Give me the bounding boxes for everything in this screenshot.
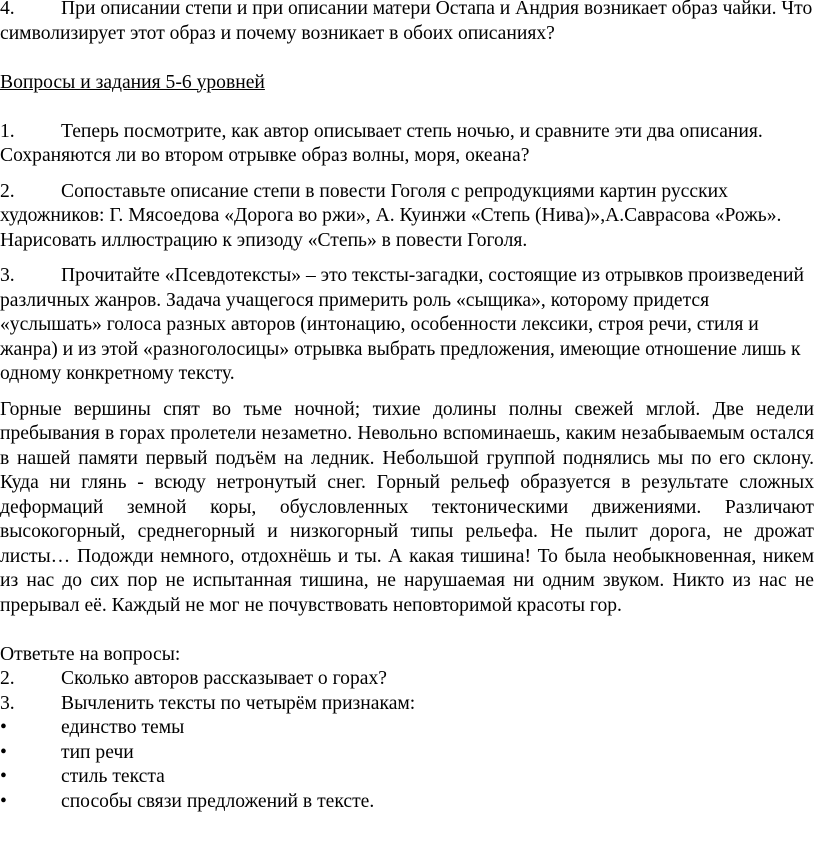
question-4 bbox=[0, 0, 814, 46]
question-row bbox=[0, 692, 814, 717]
criteria-text: способы связи предложений в тексте. bbox=[61, 790, 375, 812]
task-3 bbox=[0, 264, 814, 387]
criteria-item bbox=[0, 716, 814, 741]
question-number: 2. bbox=[0, 668, 15, 689]
task-2 bbox=[0, 180, 814, 254]
criteria-item bbox=[0, 741, 814, 766]
question-number: 3. bbox=[0, 692, 15, 714]
criteria-item bbox=[0, 790, 814, 815]
bullet-icon: • bbox=[0, 741, 7, 763]
task-1-text: Теперь посмотрите, как автор описывает степь ночью, и сравните эти два описания. Сохраняются ли во втором отрывке образ волны, моря, океана? bbox=[0, 120, 763, 166]
criteria-item bbox=[0, 765, 814, 790]
criteria-text: тип речи bbox=[61, 741, 134, 763]
section-heading-text: Вопросы и задания 5-6 уровней bbox=[0, 71, 265, 93]
bullet-icon: • bbox=[0, 766, 7, 787]
question-text: Вычленить тексты по четырём признакам: bbox=[61, 692, 416, 714]
question-row bbox=[0, 667, 814, 692]
task-3-number: 3. bbox=[0, 265, 15, 286]
task-2-number: 2. bbox=[0, 180, 15, 202]
task-1-number: 1. bbox=[0, 120, 15, 142]
question-text: Сколько авторов рассказывает о горах? bbox=[61, 668, 387, 689]
task-1 bbox=[0, 120, 814, 169]
question-4-text: При описании степи и при описании матери Остапа и Андрия возникает образ чайки. Что символизирует этот образ и почему возникает в обоих описаниях? bbox=[0, 0, 813, 44]
pseudo-text: Горные вершины спят во тьме ночной; тихие долины полны свежей мглой. Две недели пребывания в горах пролетели незаметно. Невольно вспоминаешь, каким незабываемым остался в нашей памяти первый подъём на ледник. Небольшой группой поднялись мы по его склону. Куда ни глянь - всюду нетронутый снег. Горный рельеф образуется в результате сложных деформаций земной коры, обусловленных тектоническими движениями. Различают высокогорный, среднегорный и низкогорный типы рельефа. Не пылит дорога, не дрожат листы… Подожди немного, отдохнёшь и ты. А какая тишина! То была необыкновенная, никем из нас до сих пор не испытанная тишина, не нарушаемая ни одним звуком. Никто из нас не прерывал её. Каждый не мог не почувствовать неповторимой красоты гор. bbox=[0, 398, 814, 616]
criteria-text: стиль текста bbox=[61, 766, 165, 787]
question-4-number: 4. bbox=[0, 0, 15, 19]
bullet-icon: • bbox=[0, 717, 7, 738]
answer-prompt: Ответьте на вопросы: bbox=[0, 643, 181, 665]
section-heading bbox=[0, 71, 814, 96]
criteria-text: единство темы bbox=[61, 717, 185, 738]
task-2-text: Сопоставьте описание степи в повести Гоголя с репродукциями картин русских художников: Г. Мясоедова «Дорога во ржи», А. Куинжи «Степь (Нива)»,А.Саврасова «Рожь». Нарисовать иллюстрацию к эпизоду «Степь» в повести Гоголя. bbox=[0, 180, 782, 251]
bullet-icon: • bbox=[0, 790, 7, 812]
task-3-text: Прочитайте «Псевдотексты» – это тексты-загадки, состоящие из отрывков произведений различных жанров. Задача учащегося примерить роль «сыщика», которому придется «услышать» голоса разных авторов (интонацию, особенности лексики, строя речи, стиля и жанра) и из этой «разноголосицы» отрывка выбрать предложения, имеющие отношение лишь к одному конкретному тексту. bbox=[0, 265, 805, 384]
